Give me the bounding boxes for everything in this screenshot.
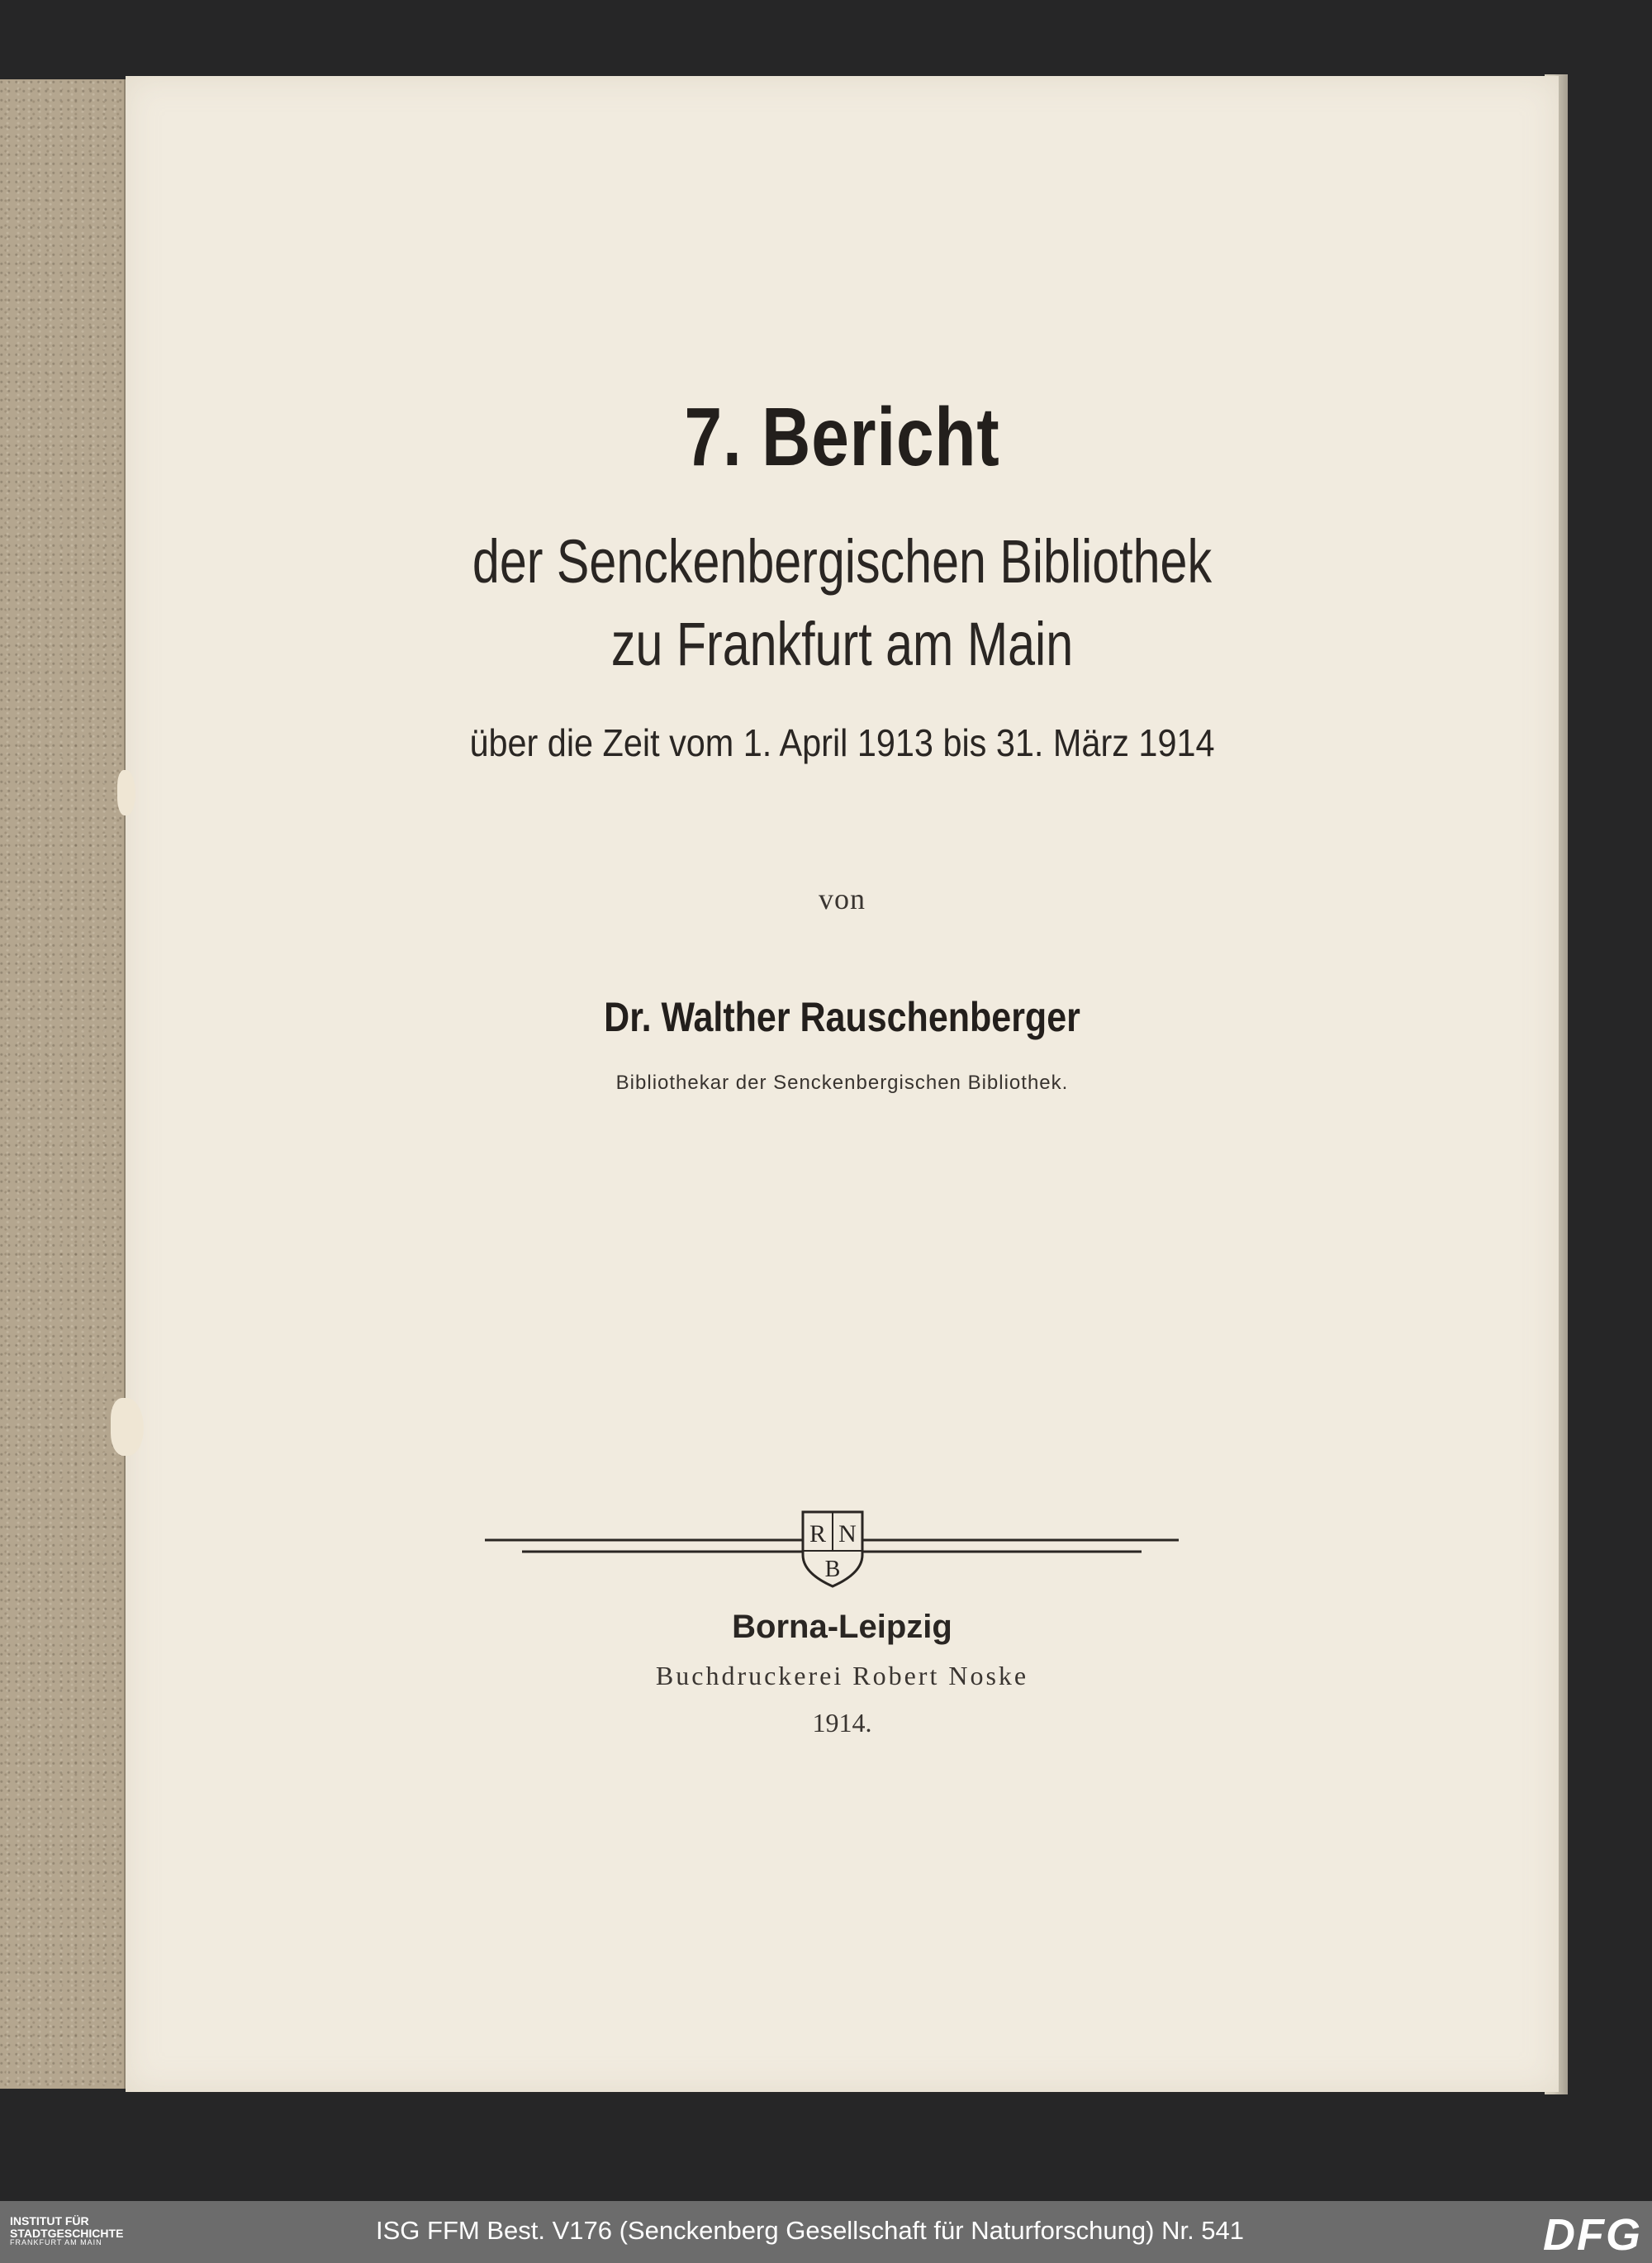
document-subtitle-line1: der Senckenbergischen Bibliothek bbox=[472, 527, 1213, 596]
page-tear bbox=[111, 1398, 144, 1456]
viewer-footer bbox=[0, 2201, 1652, 2263]
printer-mark-letter: N bbox=[838, 1520, 857, 1547]
institute-logo-line: FRANKFURT AM MAIN bbox=[10, 2238, 102, 2247]
publication-year: 1914. bbox=[812, 1708, 872, 1738]
by-label: von bbox=[819, 882, 866, 915]
publisher-place: Borna-Leipzig bbox=[732, 1609, 952, 1645]
document-subtitle-line2: zu Frankfurt am Main bbox=[610, 610, 1074, 678]
author-name: Dr. Walther Rauschenberger bbox=[604, 994, 1080, 1040]
printer-mark-letter: R bbox=[809, 1520, 827, 1547]
printer-mark-icon bbox=[481, 1505, 1183, 1588]
archive-caption: ISG FFM Best. V176 (Senckenberg Gesellschaft für Naturforschung) Nr. 541 bbox=[376, 2216, 1245, 2245]
institute-logo-line: STADTGESCHICHTE bbox=[10, 2226, 124, 2240]
dfg-logo[interactable]: DFG bbox=[1543, 2210, 1642, 2260]
title-page bbox=[126, 76, 1559, 2092]
printer-mark-letter: B bbox=[824, 1557, 841, 1582]
publisher-name: Buchdruckerei Robert Noske bbox=[655, 1661, 1029, 1690]
author-role: Bibliothekar der Senckenbergischen Bibliothek. bbox=[615, 1072, 1069, 1094]
cover-board bbox=[0, 79, 126, 2089]
institute-logo[interactable] bbox=[10, 2215, 167, 2247]
document-title: 7. Bericht bbox=[684, 391, 1000, 483]
report-period: über die Zeit vom 1. April 1913 bis 31. März 1914 bbox=[469, 721, 1215, 764]
institute-logo-line: INSTITUT FÜR bbox=[10, 2214, 89, 2227]
page-tear bbox=[117, 770, 135, 815]
